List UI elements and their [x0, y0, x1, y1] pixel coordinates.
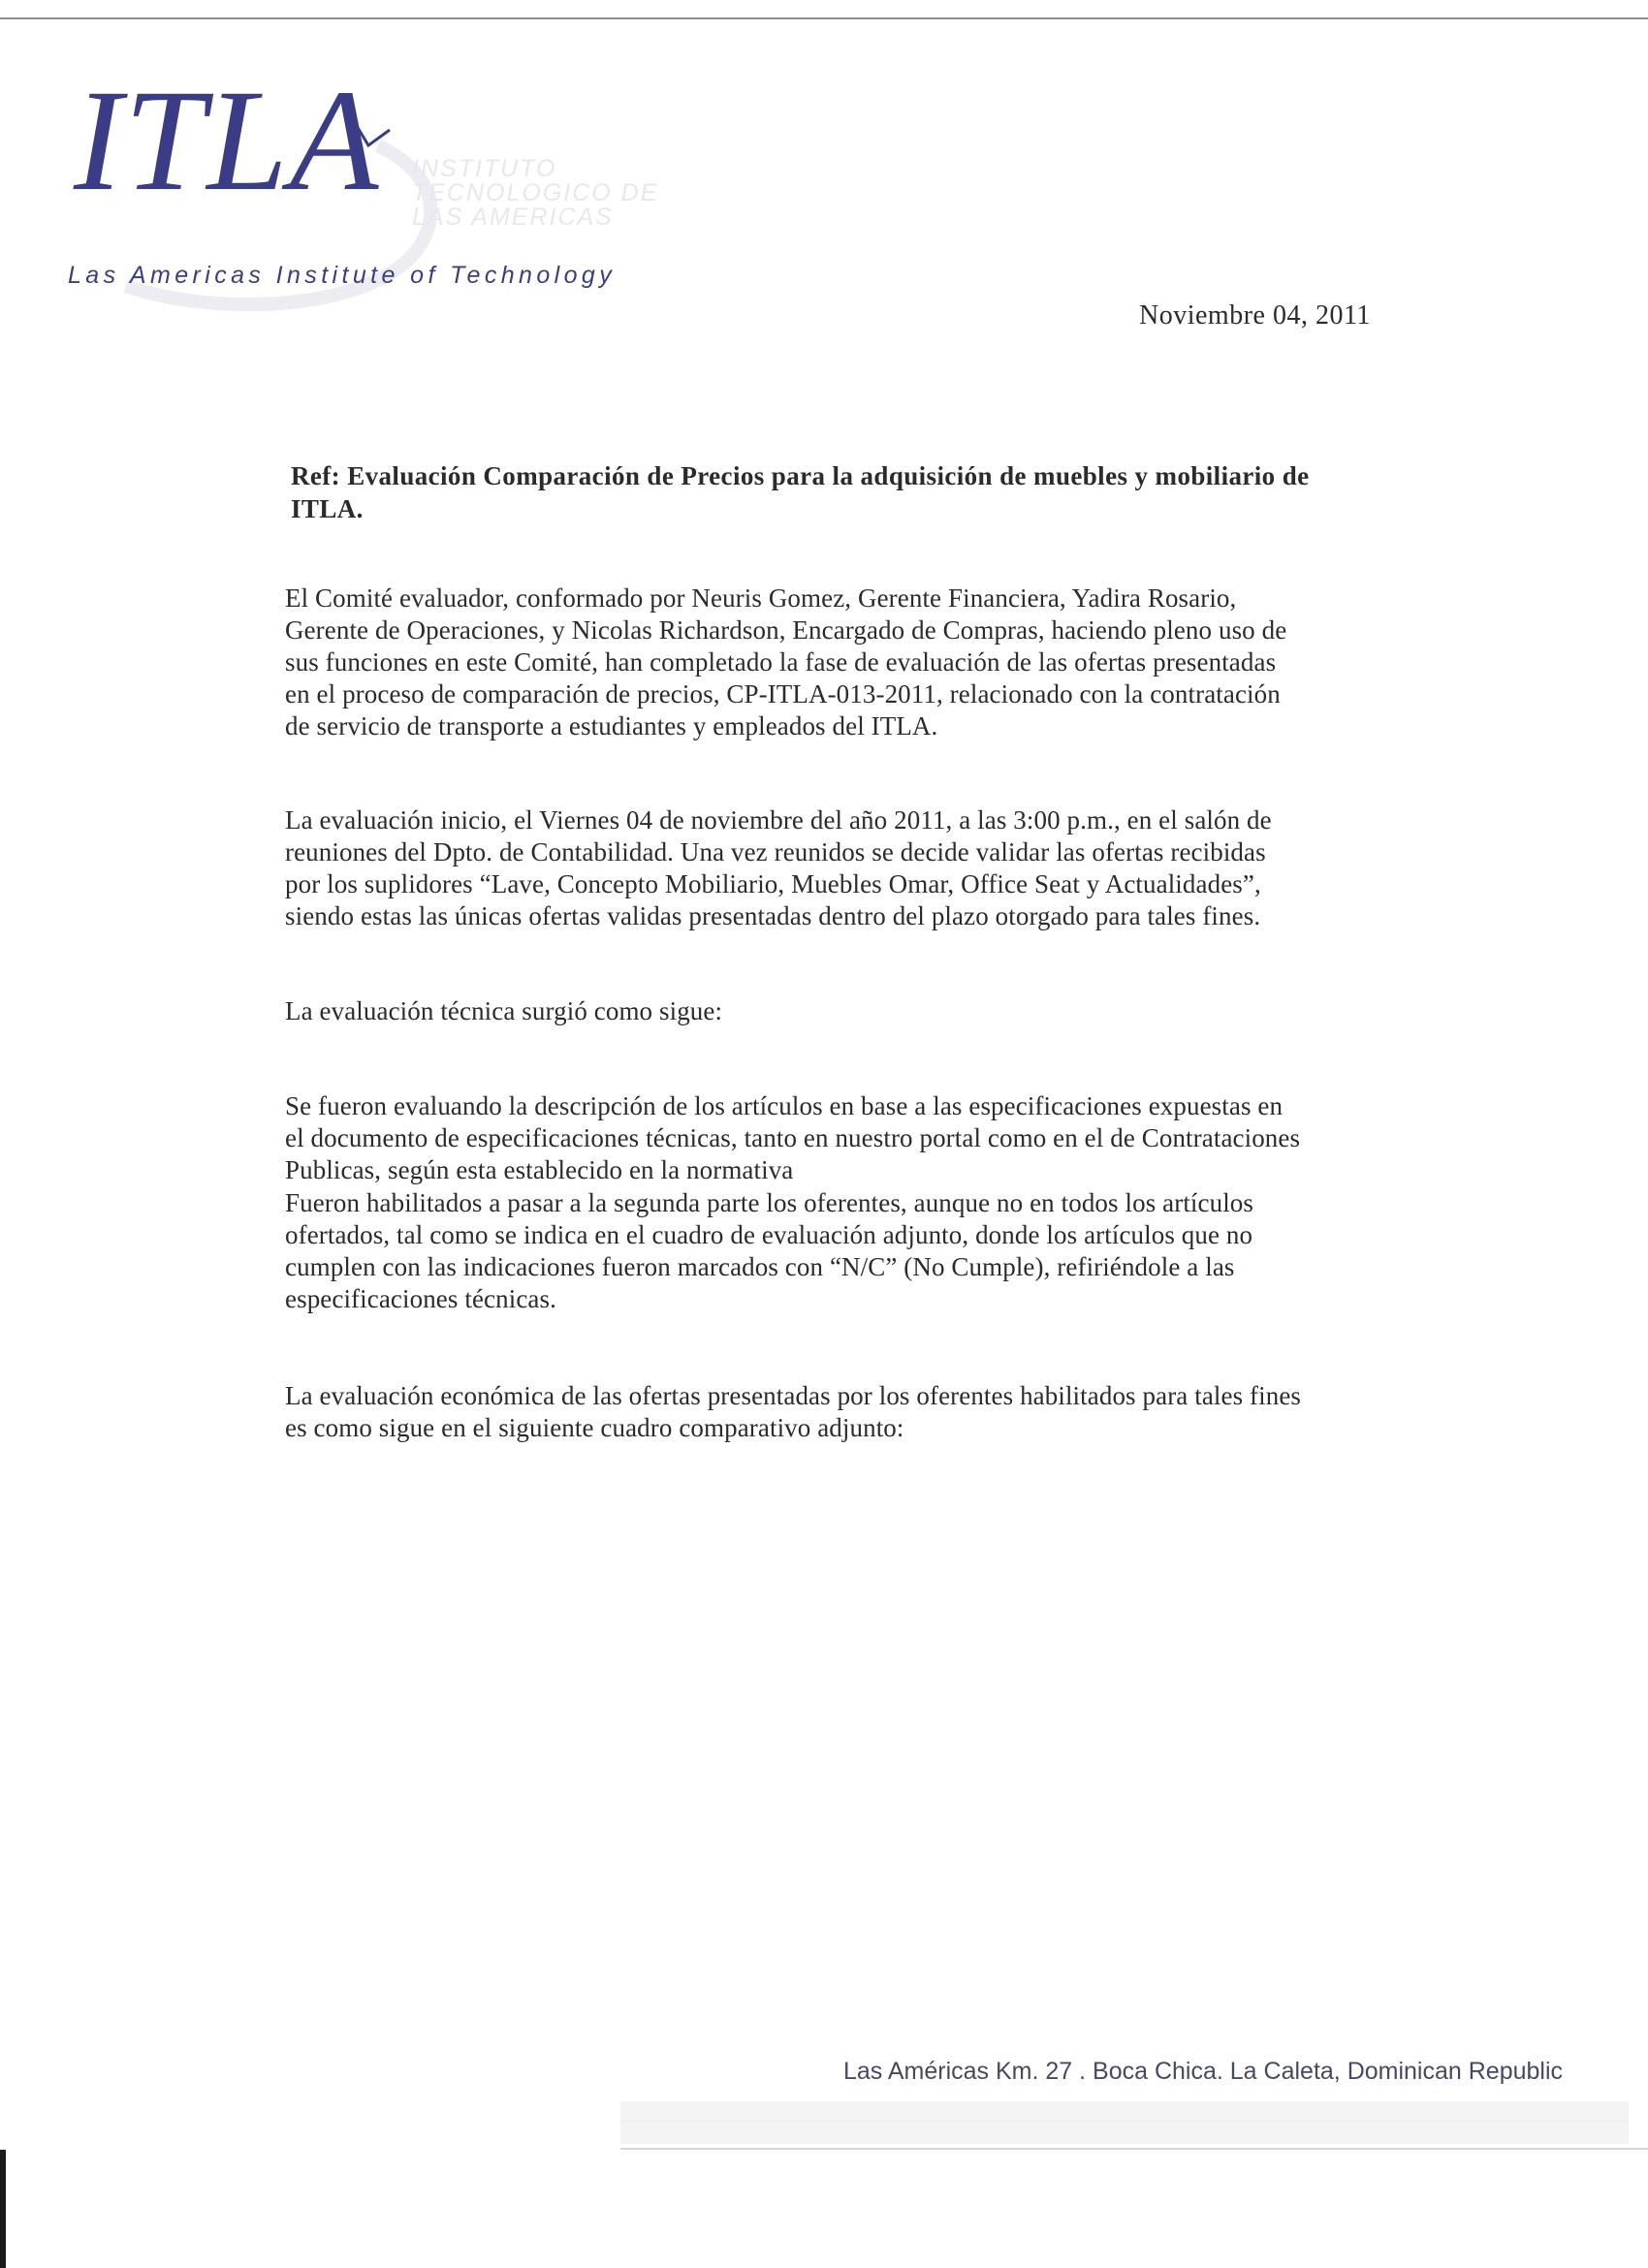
reference-text: ITLA. [291, 494, 364, 523]
top-scan-line [0, 17, 1648, 19]
letter-date: Noviembre 04, 2011 [1139, 300, 1371, 331]
paragraph-economic-evaluation [285, 1380, 1361, 1444]
paragraph-line: por los suplidores “Lave, Concepto Mobiliario, Muebles Omar, Office Seat y Actualidades”, [285, 869, 1261, 898]
reference-text: Ref: Evaluación Comparación de Precios para la adquisición de muebles y mobiliario de [291, 461, 1310, 490]
logo-subtitle-line: TECNOLOGICO DE [412, 179, 659, 206]
footer-rule [620, 2148, 1648, 2150]
paragraph-line: reuniones del Dpto. de Contabilidad. Una vez reunidos se decide validar las ofertas recibidas [285, 837, 1266, 866]
reference-line [291, 459, 1347, 525]
paragraph-line: Publicas, según esta establecido en la normativa [285, 1155, 794, 1184]
paragraph-line: en el proceso de comparación de precios, CP-ITLA-013-2011, relacionado con la contratación [285, 679, 1281, 709]
paragraph-line: cumplen con las indicaciones fueron marcados con “N/C” (No Cumple), refiriéndole a las [285, 1252, 1235, 1281]
paragraph-line: el documento de especificaciones técnicas, tanto en nuestro portal como en el de Contrataciones [285, 1123, 1301, 1152]
itla-logo [68, 60, 669, 291]
paragraph-technical-description [285, 1090, 1361, 1186]
paragraph-line: Fueron habilitados a pasar a la segunda parte los oferentes, aunque no en todos los artículos [285, 1188, 1254, 1217]
institute-tagline: Las Americas Institute of Technology [68, 262, 617, 289]
paragraph-line: sus funciones en este Comité, han completado la fase de evaluación de las ofertas presentadas [285, 647, 1277, 677]
paragraph-evaluation-start [285, 804, 1361, 932]
paragraph-committee [285, 583, 1361, 742]
paragraph-qualified-bidders [285, 1187, 1361, 1315]
paragraph-line: es como sigue en el siguiente cuadro comparativo adjunto: [285, 1413, 904, 1442]
logo-wordmark: ITLA [74, 60, 381, 221]
footer-address: Las Américas Km. 27 . Boca Chica. La Caleta, Dominican Republic [843, 2058, 1564, 2085]
paragraph-line: La evaluación inicio, el Viernes 04 de noviembre del año 2011, a las 3:00 p.m., en el salón de [285, 805, 1272, 835]
paragraph-line: Gerente de Operaciones, y Nicolas Richardson, Encargado de Compras, haciendo pleno uso de [285, 615, 1287, 645]
paragraph-line: Se fueron evaluando la descripción de los artículos en base a las especificaciones expuestas en [285, 1091, 1284, 1120]
paragraph-line: de servicio de transporte a estudiantes y empleados del ITLA. [285, 711, 938, 740]
paragraph-line: especificaciones técnicas. [285, 1284, 556, 1313]
paragraph-line: La evaluación económica de las ofertas presentadas por los oferentes habilitados para tales fines [285, 1381, 1302, 1410]
scan-edge-mark [0, 2150, 6, 2268]
paragraph-line: siendo estas las únicas ofertas validas presentadas dentro del plazo otorgado para tales fines. [285, 901, 1261, 930]
paragraph-line: El Comité evaluador, conformado por Neuris Gomez, Gerente Financiera, Yadira Rosario, [285, 583, 1237, 613]
paragraph-technical-intro [285, 995, 1361, 1027]
logo-subtitle [412, 157, 658, 230]
footer-contact-band [620, 2101, 1629, 2144]
logo-subtitle-line: LAS AMERICAS [412, 204, 614, 231]
paragraph-line: La evaluación técnica surgió como sigue: [285, 996, 723, 1025]
footer-band-line [620, 2121, 1629, 2122]
paragraph-line: ofertados, tal como se indica en el cuadro de evaluación adjunto, donde los artículos que no [285, 1220, 1253, 1249]
logo-subtitle-line: INSTITUTO [412, 155, 557, 182]
